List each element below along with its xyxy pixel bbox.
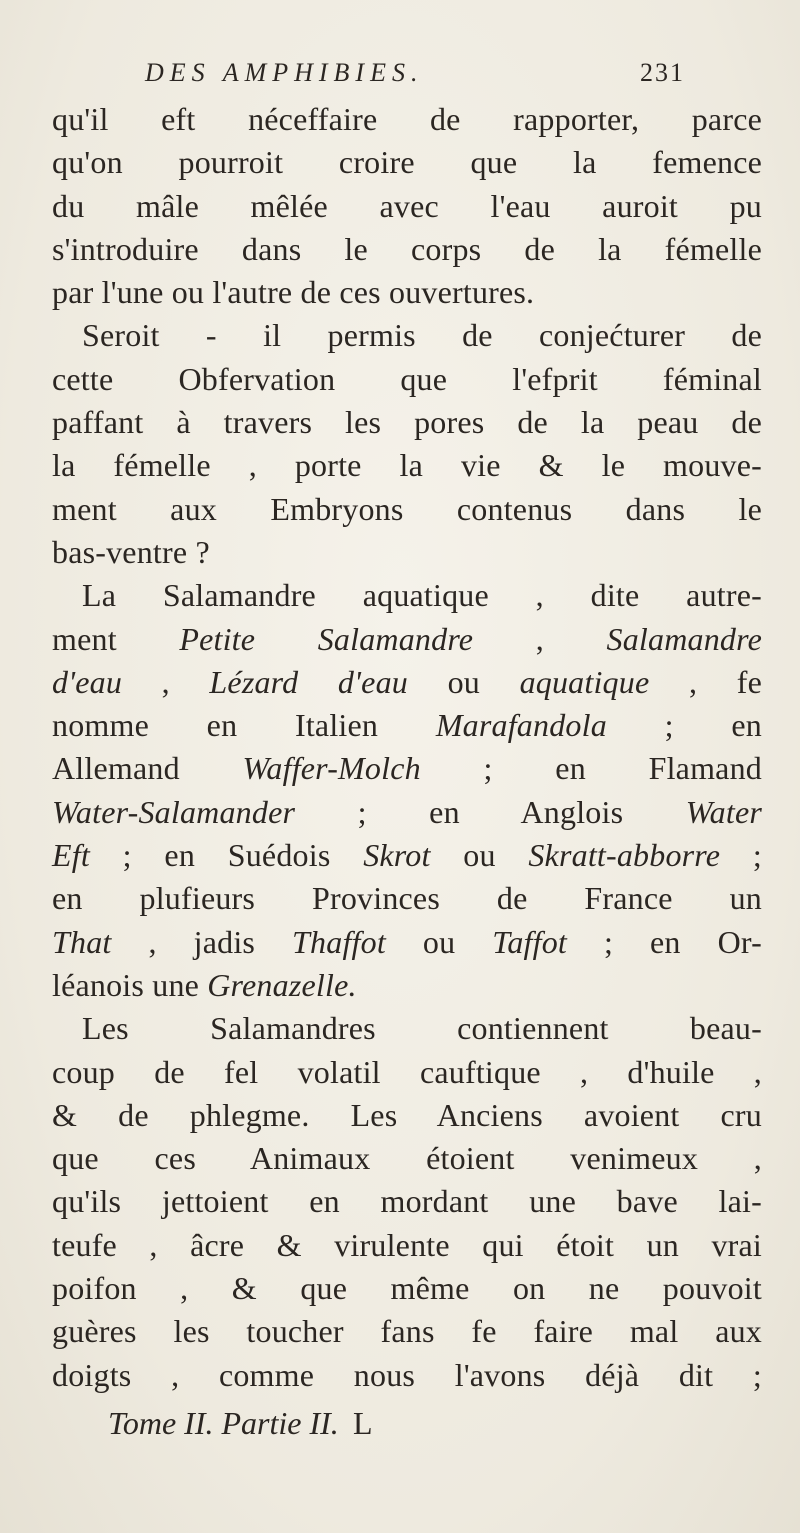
- signature-mark: L: [353, 1405, 373, 1441]
- text-line: [52, 747, 762, 790]
- italic-run: aquatique: [519, 663, 650, 700]
- text-run: du mâle mêlée avec l'eau auroit pu: [52, 187, 762, 224]
- text-line: [52, 1310, 762, 1353]
- text-run: qu'on pourroit croire que la femence: [52, 144, 762, 181]
- text-run: ment: [52, 620, 180, 657]
- text-run: ; en Flamand: [420, 750, 762, 787]
- text-run: doigts , comme nous l'avons déjà dit ;: [52, 1356, 762, 1393]
- italic-run: Water: [685, 793, 762, 830]
- italic-run: Waffer-Molch: [242, 750, 421, 787]
- text-line: [52, 1007, 762, 1050]
- text-line: [52, 444, 762, 487]
- text-run: cette Obfervation que l'efprit féminal: [52, 360, 762, 397]
- text-line: [52, 964, 762, 1007]
- text-line: [52, 791, 762, 834]
- text-line: [52, 1180, 762, 1223]
- text-run: , fe: [649, 663, 762, 700]
- italic-run: Thaffot: [292, 923, 386, 960]
- text-run: ; en Anglois: [295, 793, 686, 830]
- text-run: ,: [122, 663, 210, 700]
- text-run: qu'ils jettoient en mordant une bave lai-: [52, 1183, 762, 1220]
- italic-run: Skrot: [363, 837, 431, 874]
- text-run: ; en: [606, 707, 762, 744]
- text-run: en plufieurs Provinces de France un: [52, 880, 762, 917]
- signature-line: [108, 1405, 708, 1449]
- text-line: [52, 228, 762, 271]
- text-run: ment aux Embryons contenus dans le: [52, 490, 762, 527]
- text-line: [52, 141, 762, 184]
- italic-run: Taffot: [492, 923, 567, 960]
- text-line: [52, 401, 762, 444]
- text-line: [52, 574, 762, 617]
- text-run: s'introduire dans le corps de la fémelle: [52, 230, 762, 267]
- text-run: Allemand: [52, 750, 243, 787]
- text-run: nomme en Italien: [52, 707, 436, 744]
- text-run: Seroit - il permis de conjećturer de: [82, 317, 762, 354]
- text-run: bas-ventre ?: [52, 533, 210, 570]
- text-run: la fémelle , porte la vie & le mouve-: [52, 447, 762, 484]
- text-run: teufe , âcre & virulente qui étoit un vrai: [52, 1226, 762, 1263]
- italic-run: d'eau: [52, 663, 123, 700]
- text-line: [52, 1267, 762, 1310]
- italic-run: Petite Salamandre: [179, 620, 474, 657]
- text-run: léanois une: [52, 966, 208, 1003]
- text-run: Les Salamandres contiennent beau-: [82, 1010, 762, 1047]
- volume-signature: Tome II. Partie II.: [108, 1405, 339, 1441]
- body-text: [52, 98, 762, 1397]
- italic-run: Lézard d'eau: [209, 663, 408, 700]
- text-line: [52, 531, 762, 574]
- italic-run: Skratt-abborre: [528, 837, 721, 874]
- text-run: ; en Or-: [567, 923, 762, 960]
- text-run: La Salamandre aquatique , dite autre-: [82, 577, 762, 614]
- italic-run: Salamandre: [606, 620, 762, 657]
- text-run: ou: [407, 663, 520, 700]
- text-line: [52, 704, 762, 747]
- text-run: coup de fel volatil cauftique , d'huile ,: [52, 1053, 762, 1090]
- text-run: ou: [385, 923, 493, 960]
- text-line: [52, 661, 762, 704]
- text-line: [52, 314, 762, 357]
- text-run: paffant à travers les pores de la peau de: [52, 404, 762, 441]
- text-line: [52, 834, 762, 877]
- italic-run: Grenazelle.: [207, 966, 357, 1003]
- text-run: , jadis: [111, 923, 293, 960]
- text-line: [52, 921, 762, 964]
- text-line: [52, 618, 762, 661]
- italic-run: Marafandola: [435, 707, 607, 744]
- text-line: [52, 1051, 762, 1094]
- text-line: [52, 98, 762, 141]
- text-line: [52, 877, 762, 920]
- page-number: 231: [640, 58, 685, 87]
- text-line: [52, 1224, 762, 1267]
- text-line: [52, 271, 762, 314]
- text-line: [52, 1137, 762, 1180]
- text-run: poifon , & que même on ne pouvoit: [52, 1270, 762, 1307]
- text-line: [52, 185, 762, 228]
- text-line: [52, 1094, 762, 1137]
- text-run: ,: [473, 620, 607, 657]
- running-head-title: DES AMPHIBIES.: [145, 58, 424, 87]
- text-line: [52, 1354, 762, 1397]
- italic-run: That: [52, 923, 112, 960]
- text-run: ou: [430, 837, 529, 874]
- text-run: ;: [720, 837, 762, 874]
- running-head: [0, 58, 800, 98]
- italic-run: Eft: [52, 837, 90, 874]
- text-run: que ces Animaux étoient venimeux ,: [52, 1140, 762, 1177]
- text-line: [52, 358, 762, 401]
- text-line: [52, 488, 762, 531]
- text-run: & de phlegme. Les Anciens avoient cru: [52, 1096, 762, 1133]
- text-run: guères les toucher fans fe faire mal aux: [52, 1313, 762, 1350]
- text-run: par l'une ou l'autre de ces ouvertures.: [52, 274, 535, 311]
- text-run: ; en Suédois: [89, 837, 364, 874]
- text-run: qu'il eft néceffaire de rapporter, parce: [52, 101, 762, 137]
- italic-run: Water-Salamander: [52, 793, 296, 830]
